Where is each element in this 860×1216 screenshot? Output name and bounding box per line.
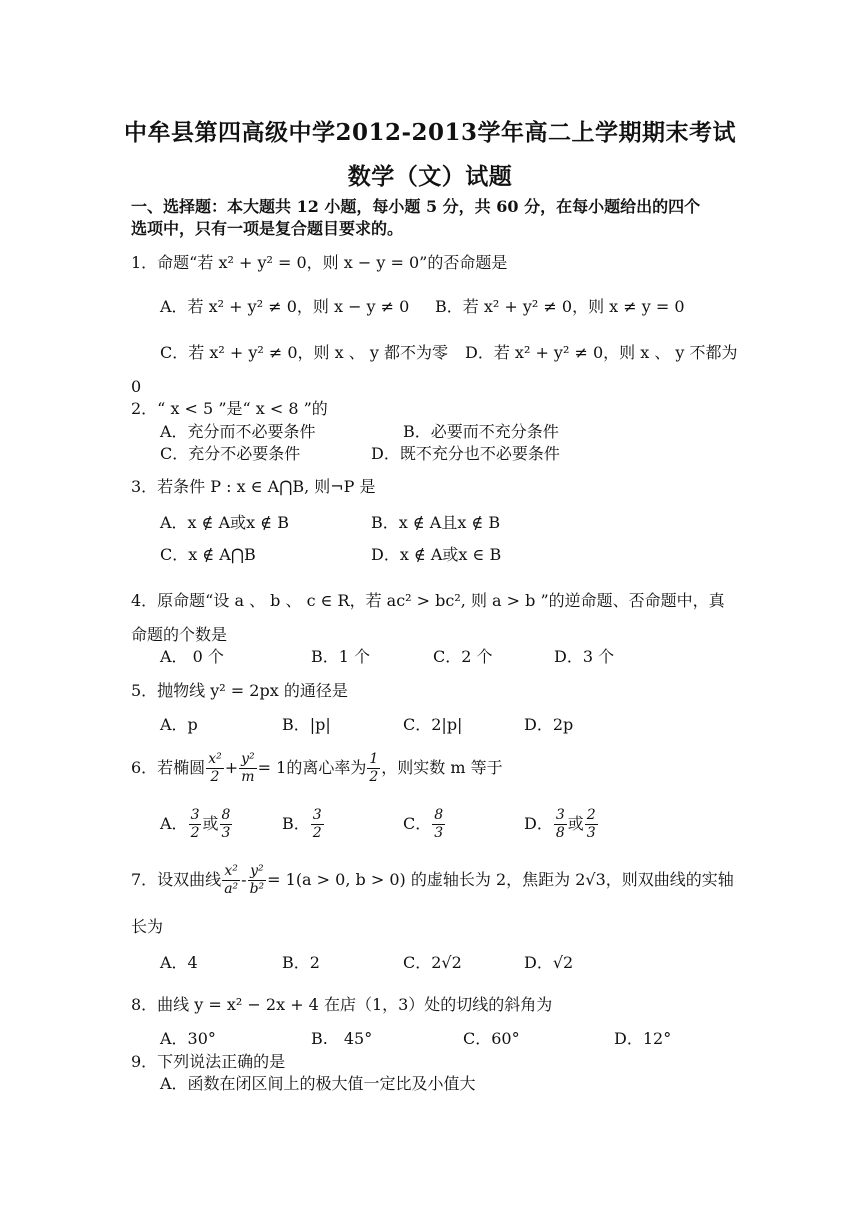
q6-option-a [160,804,233,844]
q7-option-b: B．2 [282,953,320,972]
q6-b-frac-num: 3 [312,807,322,823]
q3-option-d: D．x ∉ A或x ∈ B [371,545,502,564]
q1-option-d: D．若 x² + y² ≠ 0，则 x 、 y 不都为 [465,343,738,362]
q7-option-d: D．√2 [524,953,574,972]
q5-option-b: B．|p| [282,715,331,734]
q6-fraction-x2-over-2 [206,751,224,786]
q5-stem: 5．抛物线 y² = 2px 的通径是 [131,681,348,700]
q7-fraction-y2-over-b2 [248,863,267,898]
q7-f2-denominator: b² [249,881,265,897]
q6-c-frac [432,807,445,842]
q4-stem-continued: 命题的个数是 [131,625,228,644]
q7-f1-numerator: x² [222,863,240,881]
q6-fraction-y2-over-m [239,751,257,786]
q7-stem-suffix: = 1(a > 0, b > 0) 的虚轴长为 2，焦距为 2√3，则双曲线的实轴 [267,870,734,889]
q7-option-a: A．4 [160,953,198,972]
q6-a-frac2 [220,807,233,842]
q6-d-frac1 [554,807,567,842]
q6-a-frac2-num: 8 [221,807,231,823]
q1-option-d-continued: 0 [131,377,142,396]
exam-subtitle: 数学（文）试题 [347,163,513,190]
q8-stem: 8．曲线 y = x² − 2x + 4 在店（1，3）处的切线的斜角为 [131,995,553,1014]
q1-option-b: B．若 x² + y² ≠ 0，则 x ≠ y = 0 [435,297,685,316]
q7-f2-numerator: y² [248,863,267,881]
q6-a-frac1-den: 2 [190,825,200,841]
q4-option-b: B．1 个 [311,647,371,666]
section-heading-line2: 选项中，只有一项是复合题目要求的。 [131,219,404,238]
q4-option-c: C．2 个 [433,647,493,666]
q6-d-frac1-num: 3 [555,807,565,823]
q7-stem-continued: 长为 [131,917,164,936]
q6-a-frac1-num: 3 [190,807,200,823]
q1-stem: 1．命题“若 x² + y² = 0，则 x − y = 0”的否命题是 [131,253,508,272]
exam-title: 中牟县第四高级中学2012-2013学年高二上学期期末考试 [123,119,737,146]
q6-stem: 6．若椭圆 $\frac{\text{x²}}{2}$ + $\frac{\text{y²}}{m}$ = 1的离心率为 $\frac{1}{2}$ ，则实数 m 等于 [131,751,503,785]
q6-b-frac [311,807,324,842]
q6-option-a-or: 或 [202,814,219,833]
q9-stem: 9．下列说法正确的是 [131,1052,286,1071]
q6-option-b [282,804,325,844]
q3-option-a: A．x ∉ A或x ∉ B [160,513,289,532]
q2-stem: 2．“ x < 5 ”是“ x < 8 ”的 [131,399,328,418]
q6-stem-prefix: 6．若椭圆 [131,758,206,777]
q6-option-d-label: D． [524,814,553,833]
q6-option-b-label: B． [282,814,310,833]
q2-option-a: A．充分而不必要条件 [160,422,316,441]
q4-stem: 4．原命题“设 a 、 b 、 c ∈ R，若 ac² > bc², 则 a > b ”的逆命题、否命题中，真 [131,591,725,610]
q3-option-c: C．x ∉ A⋂B [160,545,256,564]
q6-d-frac2-num: 2 [586,807,596,823]
q5-option-a: A．p [160,715,198,734]
q6-d-frac1-den: 8 [555,825,565,841]
q8-option-c: C．60° [463,1029,520,1048]
q3-option-b: B．x ∉ A且x ∉ B [371,513,501,532]
q1-option-c: C．若 x² + y² ≠ 0，则 x 、 y 都不为零 [160,343,448,362]
q6-option-d [524,804,599,844]
q7-f1-denominator: a² [224,881,239,897]
q7-stem: 7．设双曲线 $\frac{\text{x²}}{\text{a²}}$ - $\frac{\text{y²}}{\text{b²}}$ = 1(a > 0, b > 0) 的虚轴长为 2，焦距为 2√3，则双曲线的实轴 [131,863,734,897]
q6-f2-denominator: m [241,769,255,785]
q7-option-c: C．2√2 [403,953,462,972]
q6-option-c-label: C． [403,814,432,833]
q6-b-frac-den: 2 [312,825,322,841]
q6-a-frac2-den: 3 [221,825,231,841]
q4-option-d: D．3 个 [554,647,615,666]
q6-stem-suffix: ，则实数 m 等于 [381,758,503,777]
q6-f3-denominator: 2 [369,769,379,785]
q7-fraction-x2-over-a2 [222,863,240,898]
q6-f1-denominator: 2 [210,769,220,785]
q6-d-frac2 [585,807,598,842]
q2-option-c: C．充分不必要条件 [160,444,301,463]
q6-option-c [403,804,446,844]
section-heading-line1: 一、选择题：本大题共 12 小题，每小题 5 分，共 60 分，在每小题给出的四个 [131,197,701,216]
q6-a-frac1 [189,807,202,842]
q2-option-d: D．既不充分也不必要条件 [371,444,560,463]
q6-option-d-or: 或 [567,814,584,833]
q6-c-frac-num: 8 [434,807,444,823]
q5-option-d: D．2p [524,715,574,734]
q6-d-frac2-den: 3 [586,825,596,841]
q6-fraction-1-over-2 [367,751,380,786]
q2-option-b: B．必要而不充分条件 [403,422,559,441]
q8-option-b: B. 45° [311,1029,373,1048]
q6-stem-middle: = 1的离心率为 [257,758,367,777]
q6-f1-numerator: x² [208,751,222,767]
q7-stem-prefix: 7．设双曲线 [131,870,222,889]
q3-stem: 3．若条件 P : x ∈ A⋂B, 则¬P 是 [131,477,376,496]
q6-f2-numerator: y² [241,751,255,767]
q5-option-c: C．2|p| [403,715,463,734]
q6-f3-numerator: 1 [369,751,379,767]
q6-option-a-label: A． [160,814,188,833]
q8-option-a: A．30° [160,1029,216,1048]
q6-c-frac-den: 3 [434,825,444,841]
q4-option-a: A． 0 个 [160,647,224,666]
q1-option-a: A．若 x² + y² ≠ 0，则 x − y ≠ 0 [160,297,410,316]
q8-option-d: D．12° [614,1029,672,1048]
q9-option-a: A．函数在闭区间上的极大值一定比及小值大 [160,1074,476,1093]
